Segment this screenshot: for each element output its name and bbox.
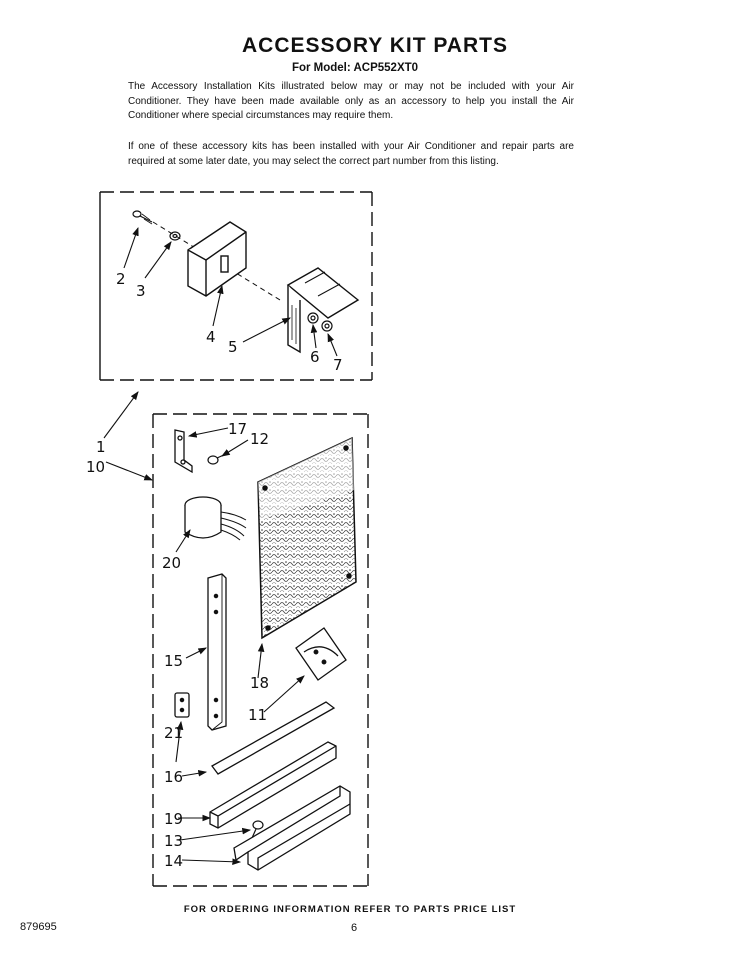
callout-19: 19 [164, 810, 184, 828]
intro-paragraph-2: If one of these accessory kits has been installed with your Air Conditioner and repair parts are required at some later date, you may select the correct part number from this listing. [128, 141, 574, 167]
callout-12: 12 [250, 430, 270, 448]
callout-20: 20 [162, 554, 182, 572]
model-subtitle: For Model: ACP552XT0 [291, 62, 419, 74]
clip-part-21 [175, 693, 189, 717]
callout-10: 10 [86, 458, 106, 476]
callout-3: 3 [136, 282, 146, 300]
bracket-part-4 [188, 222, 246, 296]
page-title: ACCESSORY KIT PARTS [242, 34, 508, 57]
callout-11: 11 [248, 706, 268, 724]
channel-part-15 [208, 574, 226, 730]
callout-7: 7 [333, 356, 343, 374]
callout-4: 4 [206, 328, 216, 346]
screw-part-2 [133, 211, 152, 224]
callout-6: 6 [310, 348, 320, 366]
angle-bracket-part-5 [288, 268, 358, 352]
callout-2: 2 [116, 270, 126, 288]
page-number: 6 [351, 922, 358, 934]
callout-21: 21 [164, 724, 184, 742]
callout-17: 17 [228, 420, 248, 438]
filter-panel-part-18 [258, 438, 356, 638]
ordering-notice: FOR ORDERING INFORMATION REFER TO PARTS PRICE LIST [183, 904, 517, 915]
callout-14: 14 [164, 852, 184, 870]
nut-part-7 [322, 321, 332, 331]
callout-1: 1 [96, 438, 106, 456]
document-number: 879695 [20, 921, 57, 933]
foam-seal-part-20 [185, 497, 246, 540]
callout-16: 16 [164, 768, 184, 786]
callout-15: 15 [164, 652, 184, 670]
bracket-part-11 [296, 628, 346, 680]
callout-13: 13 [164, 832, 184, 850]
callout-18: 18 [250, 674, 270, 692]
intro-paragraph-1: The Accessory Installation Kits illustrated below may or may not be included with your Air Conditioner. They have been made available only as an accessory to help you install the Air Conditioner where special circumstances may require them. [128, 81, 574, 121]
callout-5: 5 [228, 338, 238, 356]
nut-part-6 [308, 313, 318, 323]
